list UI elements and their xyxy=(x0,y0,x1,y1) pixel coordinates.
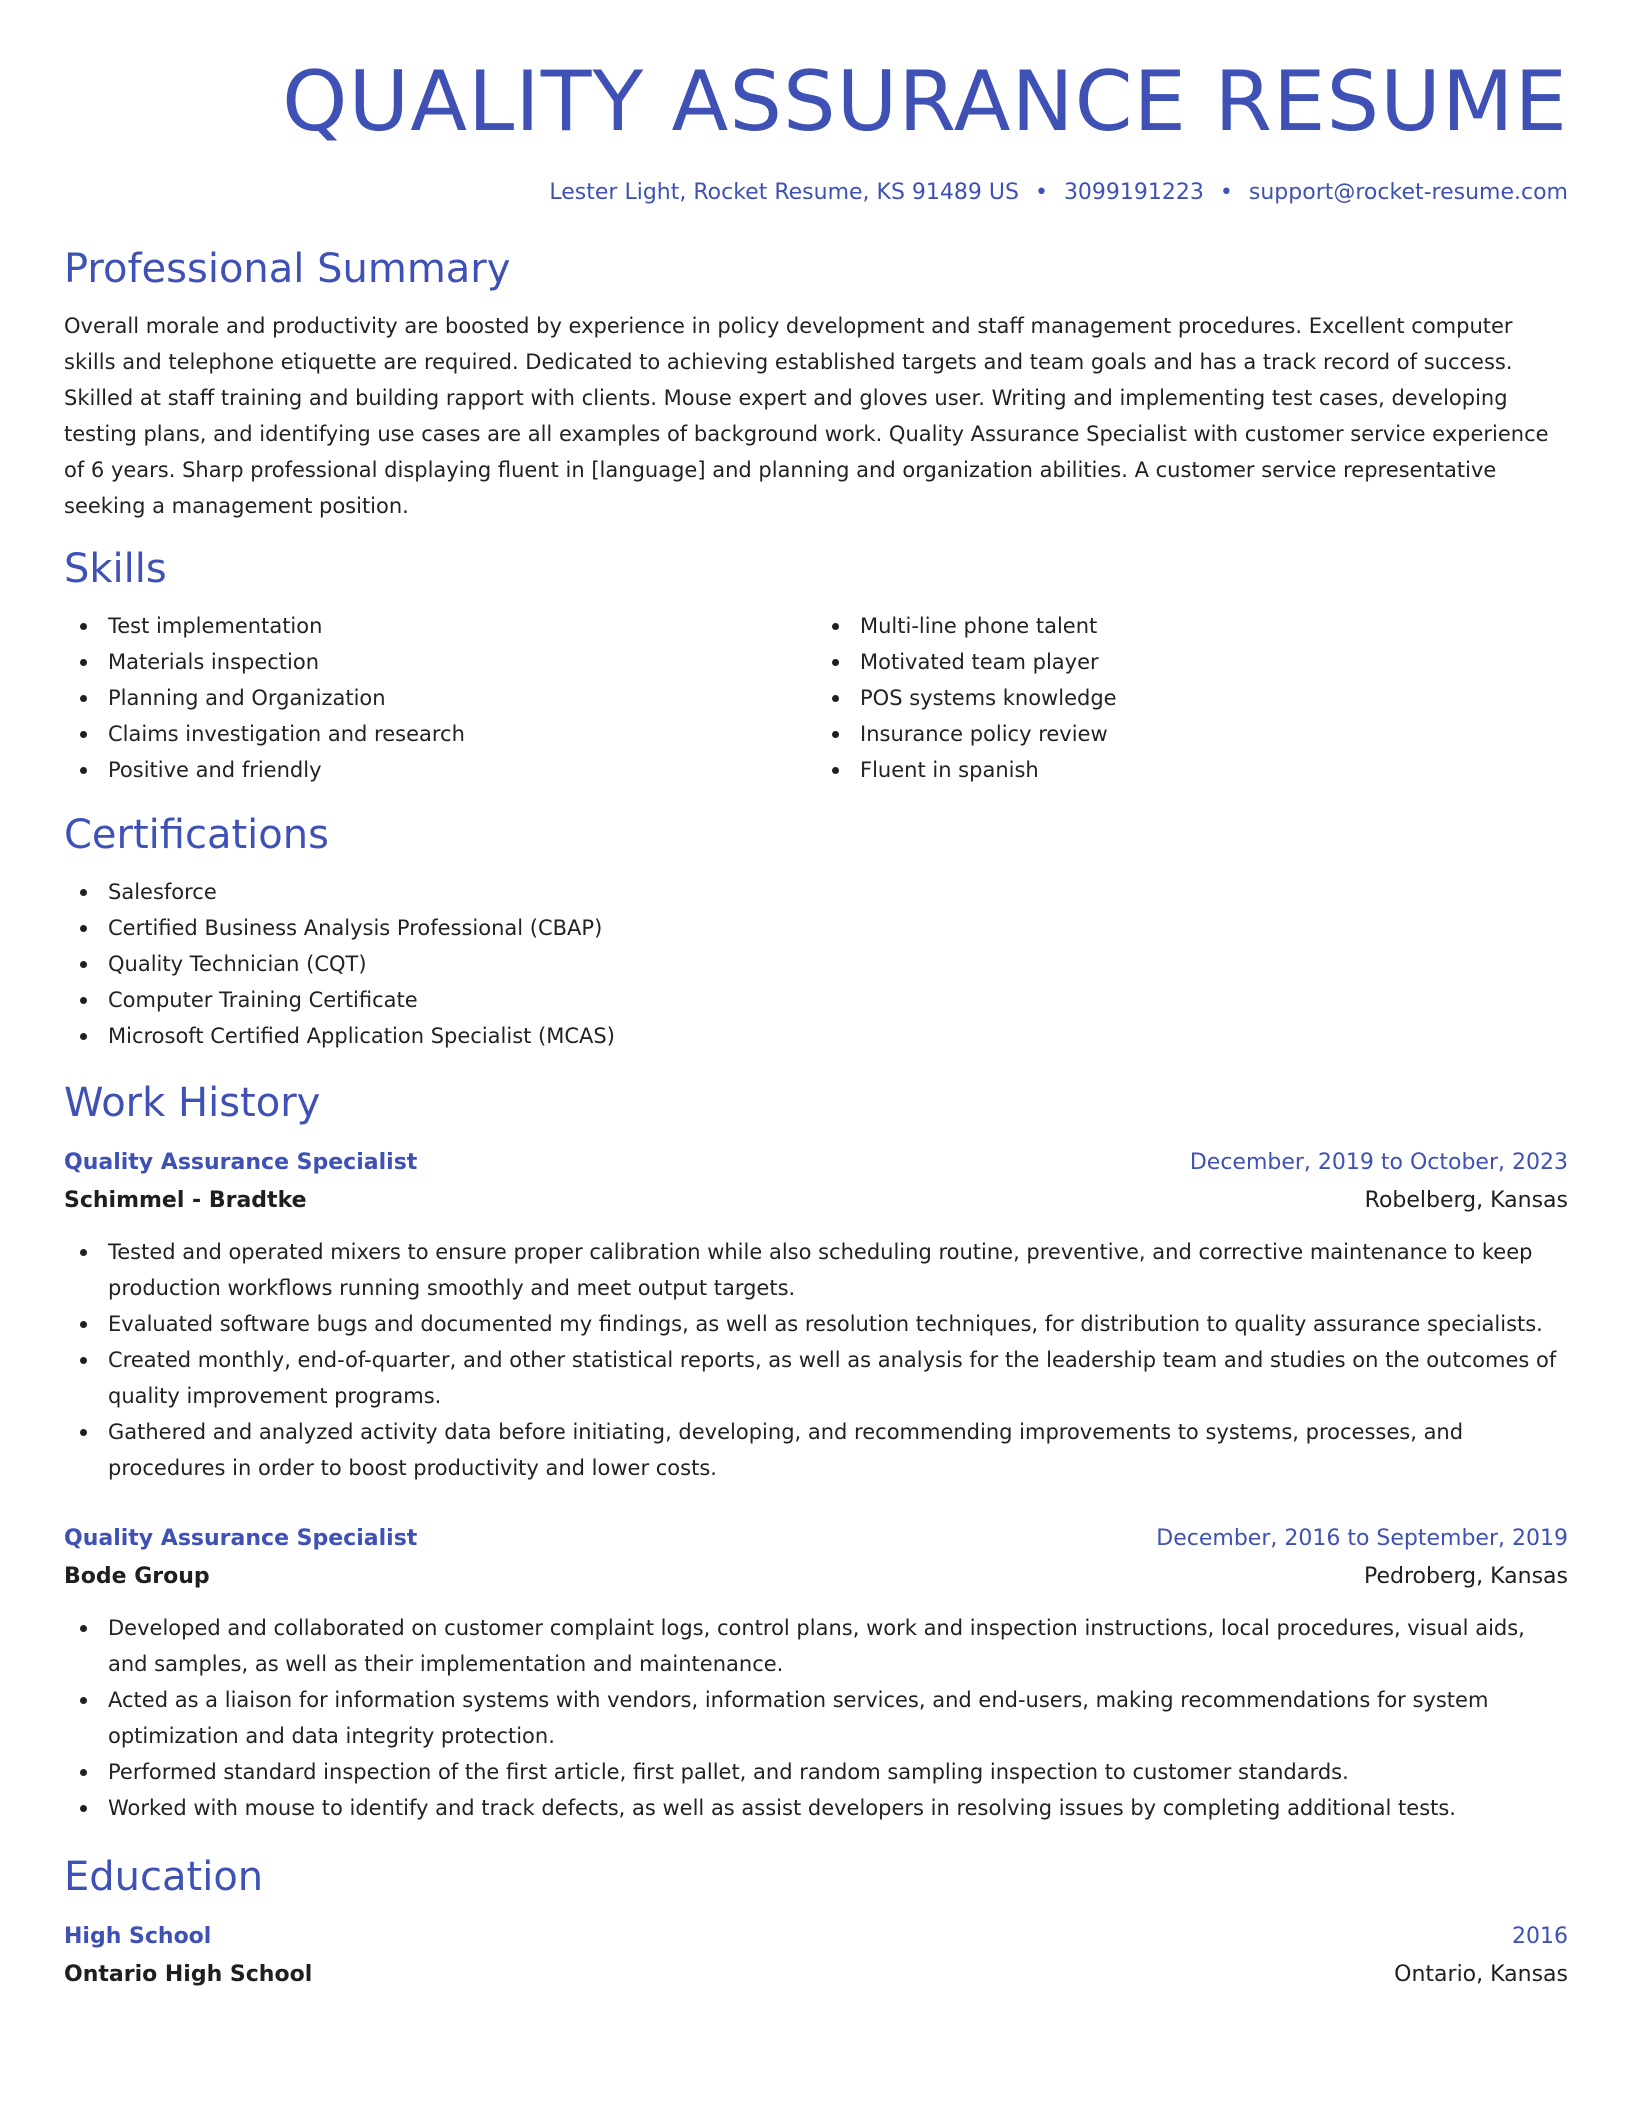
skill-item: Insurance policy review xyxy=(816,716,1568,752)
certification-item: Certified Business Analysis Professional (CBAP) xyxy=(64,910,1568,946)
education-degree: High School xyxy=(64,1924,212,1949)
job-header-row xyxy=(64,1144,1568,1182)
job-location: Robelberg, Kansas xyxy=(1364,1188,1568,1213)
job-header-row xyxy=(64,1520,1568,1558)
skill-item: Materials inspection xyxy=(64,644,816,680)
job-company-row xyxy=(64,1558,1568,1596)
skill-item: Claims investigation and research xyxy=(64,716,816,752)
contact-line xyxy=(64,178,1568,208)
job-location: Pedroberg, Kansas xyxy=(1364,1564,1568,1589)
skill-item: Planning and Organization xyxy=(64,680,816,716)
job-bullet: Performed standard inspection of the first article, first pallet, and random sampling inspection to customer standards. xyxy=(64,1754,1568,1790)
section-heading-summary: Professional Summary xyxy=(64,246,511,292)
contact-email[interactable]: support@rocket-resume.com xyxy=(1248,180,1568,205)
job-entry xyxy=(64,1144,1568,1486)
section-heading-certifications: Certifications xyxy=(64,812,329,858)
section-heading-skills: Skills xyxy=(64,546,167,592)
skill-item: Positive and friendly xyxy=(64,752,816,788)
job-dates: December, 2016 to September, 2019 xyxy=(1156,1526,1568,1551)
work-history-section xyxy=(64,1078,1568,1826)
job-title: Quality Assurance Specialist xyxy=(64,1526,418,1551)
job-company: Schimmel - Bradtke xyxy=(64,1188,307,1213)
job-bullet: Worked with mouse to identify and track defects, as well as assist developers in resolving issues by completing additional tests. xyxy=(64,1790,1568,1826)
skills-column-right xyxy=(816,608,1568,788)
skill-item: POS systems knowledge xyxy=(816,680,1568,716)
skills-columns xyxy=(64,608,1568,788)
job-dates: December, 2019 to October, 2023 xyxy=(1189,1150,1568,1175)
education-school: Ontario High School xyxy=(64,1962,313,1987)
job-company: Bode Group xyxy=(64,1564,210,1589)
certification-item: Quality Technician (CQT) xyxy=(64,946,1568,982)
education-school-row xyxy=(64,1956,1568,1994)
contact-separator: • xyxy=(1219,180,1233,205)
job-bullet: Tested and operated mixers to ensure proper calibration while also scheduling routine, preventive, and corrective maintenance to keep production workflows running smoothly and meet output targets. xyxy=(64,1234,1568,1306)
certification-item: Microsoft Certified Application Specialist (MCAS) xyxy=(64,1018,1568,1054)
summary-section xyxy=(64,244,1568,524)
skills-column-left xyxy=(64,608,816,788)
skill-item: Fluent in spanish xyxy=(816,752,1568,788)
contact-separator: • xyxy=(1034,180,1048,205)
job-bullet-list xyxy=(64,1610,1568,1826)
certifications-section xyxy=(64,810,1568,1054)
education-header-row xyxy=(64,1918,1568,1956)
education-location: Ontario, Kansas xyxy=(1394,1962,1568,1987)
section-heading-education: Education xyxy=(64,1854,264,1900)
job-entry xyxy=(64,1520,1568,1826)
job-title: Quality Assurance Specialist xyxy=(64,1150,418,1175)
contact-phone: 3099191223 xyxy=(1063,180,1204,205)
education-section xyxy=(64,1852,1568,1994)
skills-list-left xyxy=(64,608,816,788)
certification-item: Computer Training Certificate xyxy=(64,982,1568,1018)
job-bullet: Acted as a liaison for information systems with vendors, information services, and end-users, making recommendations for system optimization and data integrity protection. xyxy=(64,1682,1568,1754)
section-heading-work-history: Work History xyxy=(64,1080,321,1126)
contact-address: Lester Light, Rocket Resume, KS 91489 US xyxy=(549,180,1019,205)
skill-item: Multi-line phone talent xyxy=(816,608,1568,644)
skills-section xyxy=(64,544,1568,788)
job-bullet: Evaluated software bugs and documented my findings, as well as resolution techniques, for distribution to quality assurance specialists. xyxy=(64,1306,1568,1342)
job-company-row xyxy=(64,1182,1568,1220)
certifications-list xyxy=(64,874,1568,1054)
summary-text: Overall morale and productivity are boosted by experience in policy development and staff management procedures. Excellent computer skills and telephone etiquette are required. Dedicated to achieving established targets and team goals and has a track record of success. Skilled at staff training and building rapport with clients. Mouse expert and gloves user. Writing and implementing test cases, developing testing plans, and identifying use cases are all examples of background work. Quality Assurance Specialist with customer service experience of 6 years. Sharp professional displaying fluent in [language] and planning and organization abilities. A customer service representative seeking a management position. xyxy=(64,314,1549,518)
skill-item: Test implementation xyxy=(64,608,816,644)
certification-item: Salesforce xyxy=(64,874,1568,910)
job-bullet: Created monthly, end-of-quarter, and other statistical reports, as well as analysis for the leadership team and studies on the outcomes of quality improvement programs. xyxy=(64,1342,1568,1414)
skill-item: Motivated team player xyxy=(816,644,1568,680)
job-bullet-list xyxy=(64,1234,1568,1486)
education-entry xyxy=(64,1918,1568,1994)
job-bullet: Gathered and analyzed activity data before initiating, developing, and recommending improvements to systems, processes, and procedures in order to boost productivity and lower costs. xyxy=(64,1414,1568,1486)
resume-title: QUALITY ASSURANCE RESUME xyxy=(282,53,1568,150)
skills-list-right xyxy=(816,608,1568,788)
job-bullet: Developed and collaborated on customer complaint logs, control plans, work and inspection instructions, local procedures, visual aids, and samples, as well as their implementation and maintenance. xyxy=(64,1610,1568,1682)
education-year: 2016 xyxy=(1512,1924,1568,1949)
